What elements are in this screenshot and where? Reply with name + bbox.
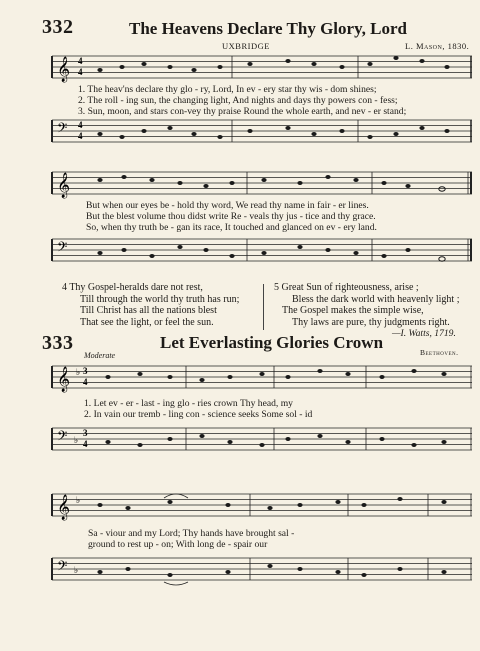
stanza-line: Till Christ has all the nations blest <box>80 305 217 316</box>
hymn-number-333: 333 <box>42 332 74 354</box>
treble-clef-icon: 𝄞 <box>57 366 71 391</box>
hymn-title-332: The Heavens Declare Thy Glory, Lord <box>129 19 407 38</box>
svg-text:♭: ♭ <box>74 435 79 445</box>
stanza-line: Till through the world thy truth has run; <box>80 293 240 305</box>
lyrics-332-system2 <box>86 200 377 233</box>
lyrics-332-system1 <box>78 84 406 117</box>
stanza-divider <box>263 284 264 330</box>
staff-bass-333-2 <box>52 556 472 584</box>
bass-clef-icon: 𝄢 <box>57 560 68 577</box>
lyric-line: 1. The heav'ns declare thy glo - ry, Lord, In ev - ery star thy wis - dom shines; <box>78 84 377 95</box>
bass-clef-icon: 𝄢 <box>57 241 68 258</box>
svg-text:4: 4 <box>78 120 83 130</box>
lyric-line: So, when thy truth be - gan its race, It touched and glanced on ev - ery land. <box>86 222 377 233</box>
lyric-line: But the blest volume thou didst write Re - veals thy jus - tice and thy grace. <box>86 211 376 222</box>
composer-credit-333: Beethoven. <box>420 348 459 357</box>
svg-text:♭: ♭ <box>76 495 81 505</box>
stanza-line: Thy laws are pure, thy judgments right. <box>292 316 450 328</box>
stanza-line: That see the light, or feel the sun. <box>80 316 214 328</box>
treble-clef-icon: 𝄞 <box>57 56 71 81</box>
lyric-line: 1. Let ev - er - last - ing glo - ries crown Thy head, my <box>84 398 293 409</box>
svg-text:♭: ♭ <box>76 367 81 377</box>
staff-bass-332-2 <box>52 237 472 265</box>
lyric-line: 2. In vain our tremb - ling con - science seeks Some sol - id <box>84 409 313 420</box>
svg-text:4: 4 <box>83 439 88 449</box>
svg-text:4: 4 <box>78 67 83 77</box>
staff-treble-333-1 <box>52 364 472 392</box>
lyrics-333-system2 <box>88 528 294 550</box>
svg-text:4: 4 <box>78 56 83 66</box>
stanza-line: 4 Thy Gospel-heralds dare not rest, <box>62 282 203 293</box>
lyrics-333-system1 <box>84 398 312 420</box>
lyric-line: Sa - viour and my Lord; Thy hands have brought sal - <box>88 528 295 539</box>
stanza-line: 5 Great Sun of righteousness, arise ; <box>274 282 419 293</box>
treble-clef-icon: 𝄞 <box>57 172 71 197</box>
svg-text:4: 4 <box>78 131 83 141</box>
hymn-title-333: Let Everlasting Glories Crown <box>160 333 384 352</box>
stanza-4 <box>62 282 239 328</box>
svg-text:3: 3 <box>83 366 88 376</box>
staff-bass-333-1 <box>52 426 472 454</box>
lyric-line: But when our eyes be - hold thy word, We read thy name in fair - er lines. <box>86 200 369 211</box>
svg-text:4: 4 <box>83 377 88 387</box>
staff-treble-332-1 <box>52 54 472 82</box>
bass-clef-icon: 𝄢 <box>57 430 68 447</box>
hymn-number-332: 332 <box>42 16 74 38</box>
bass-clef-icon: 𝄢 <box>57 122 68 139</box>
stanza-line: Bless the dark world with heavenly light ; <box>292 293 460 305</box>
staff-bass-332-1 <box>52 118 472 146</box>
svg-text:3: 3 <box>83 428 88 438</box>
lyric-line: 2. The roll - ing sun, the changing light, And nights and days thy powers con - fess; <box>78 95 398 106</box>
treble-clef-icon: 𝄞 <box>57 494 71 519</box>
stanza-5 <box>274 282 459 328</box>
lyric-line: 3. Sun, moon, and stars con-vey thy praise Round the whole earth, and nev - er stand; <box>78 106 407 117</box>
staff-treble-333-2 <box>52 492 472 520</box>
lyric-line: ground to rest up - on; With long de - spair our <box>88 539 268 550</box>
tune-name: UXBRIDGE <box>222 41 270 51</box>
author-attribution: —I. Watts, 1719. <box>392 328 456 339</box>
svg-text:♭: ♭ <box>74 565 79 575</box>
stanza-line: The Gospel makes the simple wise, <box>282 305 424 316</box>
composer-credit: L. Mason, 1830. <box>405 41 470 51</box>
staff-treble-332-2 <box>52 170 472 198</box>
tempo-marking: Moderate <box>84 351 116 360</box>
